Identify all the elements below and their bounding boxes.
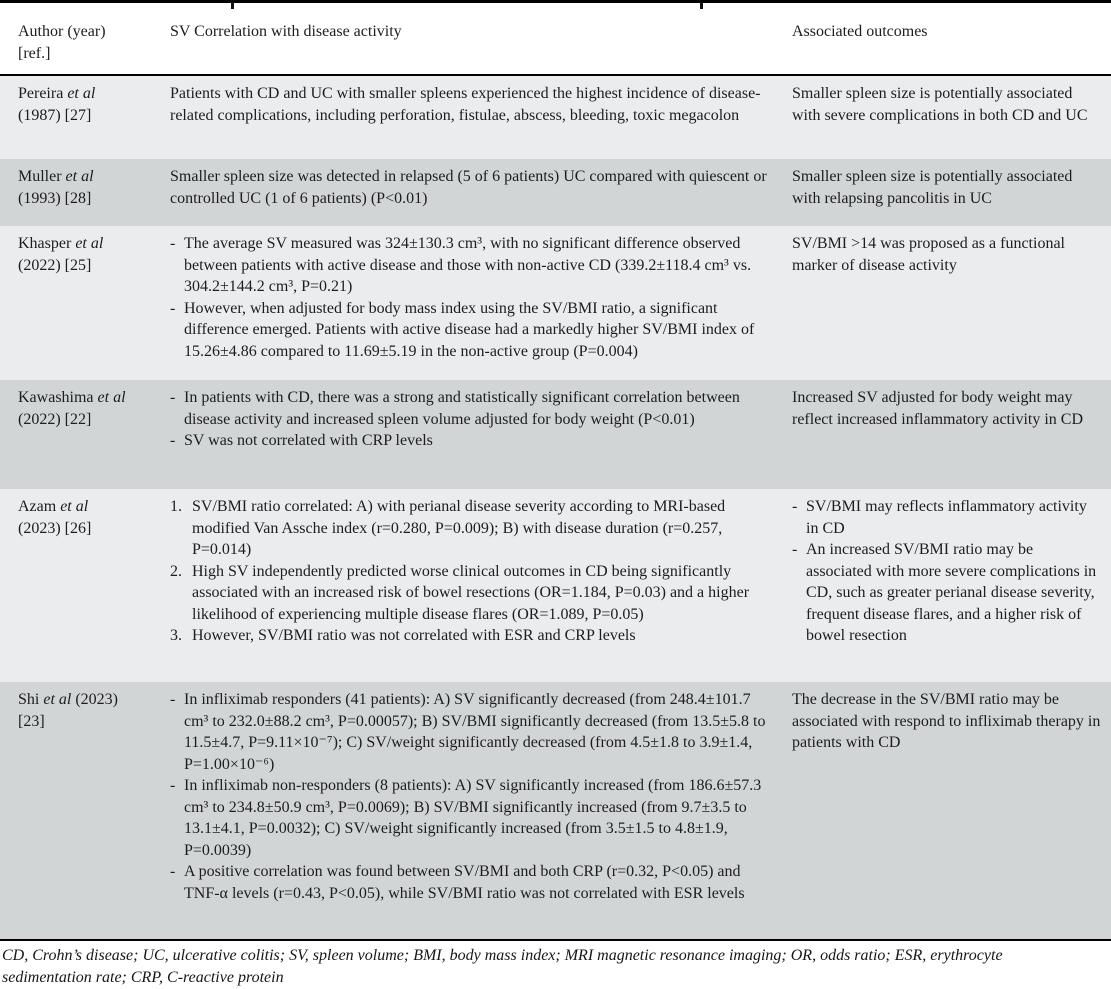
- caption-descender: [231, 2, 234, 9]
- item-text: Increased SV adjusted for body weight may reflect increased inflammatory activity in CD: [792, 389, 1083, 428]
- list-marker: -: [792, 541, 798, 558]
- author-etal: et al: [43, 691, 72, 708]
- list-marker: -: [170, 863, 176, 880]
- sv-correlation-cell: [170, 226, 792, 380]
- author-etal: et al: [65, 168, 94, 185]
- list-item: [170, 496, 767, 561]
- column-header-sv-correlation: SV Correlation with disease activity: [170, 23, 402, 40]
- author-text: Shi: [18, 691, 44, 708]
- associated-outcomes-cell: [792, 380, 1111, 489]
- sv-correlation-cell: [170, 489, 792, 682]
- item-text: SV/BMI ratio correlated: A) with perianal disease severity according to MRI-based modified Van Assche index (r=0.280, P=0.009); B) with disease duration (r=0.257, P=0.014): [192, 498, 726, 558]
- author-etal: et al: [60, 498, 89, 515]
- associated-outcomes-cell: [792, 226, 1111, 380]
- associated-outcomes-cell: [792, 682, 1111, 939]
- list-marker: -: [170, 389, 176, 406]
- author-text: (2023) [26]: [18, 519, 92, 537]
- item-text: Smaller spleen size was detected in relapsed (5 of 6 patients) UC compared with quiescent or controlled UC (1 of 6 patients) (P<0.01): [170, 168, 767, 207]
- table-row: [0, 682, 1111, 939]
- item-text: SV was not correlated with CRP levels: [184, 432, 433, 449]
- author-text: Khasper: [18, 235, 76, 252]
- list-item: [792, 387, 1101, 430]
- item-text: SV/BMI >14 was proposed as a functional marker of disease activity: [792, 235, 1065, 274]
- list-marker: -: [170, 691, 176, 708]
- sv-correlation-cell: [170, 682, 792, 939]
- list-marker: 2.: [170, 562, 182, 580]
- list-item: [792, 83, 1101, 126]
- footnote-line: CD, Crohn’s disease; UC, ulcerative colitis; SV, spleen volume; BMI, body mass index; MRI magnetic resonance imaging; OR, odds ratio; ESR, erythrocyte: [2, 947, 1003, 964]
- author-text: Kawashima: [18, 389, 98, 406]
- author-text: Pereira: [18, 85, 68, 102]
- list-item: [170, 625, 767, 647]
- author-text: (2022) [25]: [18, 256, 92, 274]
- author-cell: [0, 159, 170, 226]
- author-text: (1993) [28]: [18, 189, 92, 207]
- item-text: Patients with CD and UC with smaller spleens experienced the highest incidence of disease-related complications, including perforation, fistulae, abscess, bleeding, toxic megacolon: [170, 85, 761, 124]
- item-text: However, when adjusted for body mass index using the SV/BMI ratio, a significant difference emerged. Patients with active disease had a markedly higher SV/BMI index of 15.26±4.86 compared to 11.69±5.19 in the non-active group (P=0.004): [184, 299, 755, 360]
- sv-correlation-cell: [170, 76, 792, 159]
- list-marker: -: [170, 777, 176, 794]
- table-top-rule: [0, 0, 1111, 3]
- associated-outcomes-cell: [792, 159, 1111, 226]
- list-item: [792, 166, 1101, 209]
- item-text: High SV independently predicted worse clinical outcomes in CD being significantly associated with an increased risk of bowel resections (OR=1.184, P=0.03) and a higher likelihood of experiencing multiple disease flares (OR=1.089, P=0.05): [192, 562, 750, 623]
- caption-descender: [700, 2, 703, 9]
- list-item: [170, 689, 767, 775]
- list-item: [170, 561, 767, 626]
- sv-correlation-cell: [170, 380, 792, 489]
- author-cell: [0, 380, 170, 489]
- author-cell: [0, 682, 170, 939]
- table-row: [0, 159, 1111, 226]
- list-item: [792, 539, 1101, 647]
- author-text: Muller: [18, 168, 66, 185]
- author-etal: et al: [97, 389, 126, 406]
- list-item: [170, 166, 767, 209]
- list-marker: -: [170, 432, 176, 449]
- cropped-caption-remnant: [0, 0, 1111, 12]
- list-marker: -: [170, 235, 176, 252]
- associated-outcomes-cell: [792, 489, 1111, 682]
- item-text: However, SV/BMI ratio was not correlated with ESR and CRP levels: [192, 627, 636, 644]
- list-item: [170, 233, 767, 298]
- list-marker: 3.: [170, 627, 182, 644]
- footnote-line: sedimentation rate; CRP, C-reactive protein: [2, 969, 284, 986]
- author-etal: et al: [67, 85, 96, 102]
- item-text: Smaller spleen size is potentially associated with relapsing pancolitis in UC: [792, 168, 1073, 207]
- list-item: [170, 298, 767, 363]
- column-header-associated-outcomes: Associated outcomes: [792, 23, 928, 40]
- list-marker: -: [170, 299, 176, 317]
- author-cell: [0, 226, 170, 380]
- list-marker: -: [792, 498, 798, 515]
- author-cell: [0, 76, 170, 159]
- column-header-author: Author (year) [ref.]: [18, 23, 106, 62]
- author-cell: [0, 489, 170, 682]
- list-item: [170, 775, 767, 861]
- item-text: In infliximab non-responders (8 patients): A) SV significantly increased (from 186.6±57.3 cm³ to 234.8±50.9 cm³, P=0.0069); B) SV/BMI significantly increased (from 9.7±3.5 to 13.1±4.1, P=0.0032); C) SV/weight significantly increased (from 3.5±1.5 to 4.8±1.9, P=0.0039): [184, 777, 762, 859]
- table-header-row: [0, 12, 1111, 76]
- list-item: [792, 496, 1101, 539]
- list-item: [170, 83, 767, 126]
- table-row: [0, 489, 1111, 682]
- associated-outcomes-cell: [792, 76, 1111, 159]
- table-row: [0, 76, 1111, 159]
- item-text: In infliximab responders (41 patients): A) SV significantly decreased (from 248.4±101.7 cm³ to 232.0±88.2 cm³, P=0.00057); B) SV/BMI significantly decreased (from 13.5±5.8 to 11.5±4.7, P=9.11×10⁻⁷); C) SV/weight significantly decreased (from 4.5±1.8 to 3.9±1.4, P=1.00×10⁻⁶): [184, 691, 766, 773]
- item-text: The decrease in the SV/BMI ratio may be associated with respond to infliximab therapy in patients with CD: [792, 691, 1101, 751]
- list-item: [792, 689, 1101, 754]
- author-etal: et al: [75, 235, 104, 252]
- table-row: [0, 380, 1111, 489]
- author-text: (2022) [22]: [18, 410, 92, 428]
- table-footnote: [0, 941, 1111, 989]
- author-text: (2023) [23]: [18, 691, 118, 730]
- table-body: [0, 76, 1111, 941]
- list-item: [170, 430, 767, 452]
- list-item: [792, 233, 1101, 276]
- author-text: (1987) [27]: [18, 106, 92, 124]
- list-marker: 1.: [170, 498, 182, 515]
- item-text: In patients with CD, there was a strong and statistically significant correlation between disease activity and increased spleen volume adjusted for body weight (P<0.01): [184, 389, 740, 428]
- table-row: [0, 226, 1111, 380]
- author-text: Azam: [18, 498, 61, 515]
- list-item: [170, 861, 767, 904]
- list-item: [170, 387, 767, 430]
- item-text: SV/BMI may reflects inflammatory activity in CD: [806, 498, 1087, 537]
- item-text: An increased SV/BMI ratio may be associated with more severe complications in CD, such as greater perianal disease severity, frequent disease flares, and a higher risk of bowel resection: [806, 541, 1097, 644]
- item-text: A positive correlation was found between SV/BMI and both CRP (r=0.32, P<0.05) and TNF-α levels (r=0.43, P<0.05), while SV/BMI ratio was not correlated with ESR levels: [184, 863, 745, 902]
- sv-correlation-cell: [170, 159, 792, 226]
- item-text: Smaller spleen size is potentially associated with severe complications in both CD and UC: [792, 85, 1088, 124]
- item-text: The average SV measured was 324±130.3 cm³, with no significant difference observed between patients with active disease and those with non-active CD (339.2±118.4 cm³ vs. 304.2±144.2 cm³, P=0.21): [184, 235, 752, 295]
